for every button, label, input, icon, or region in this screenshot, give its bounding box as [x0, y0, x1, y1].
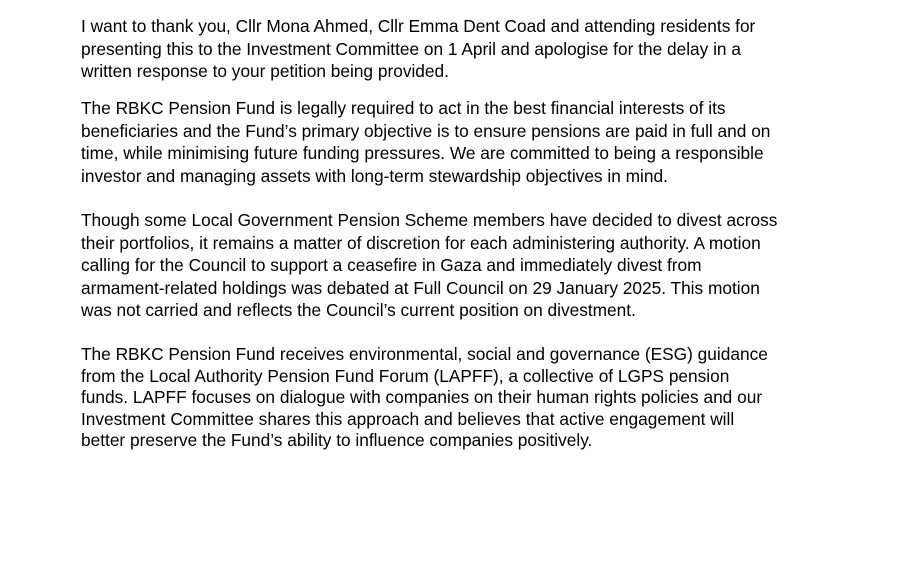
- paragraph-thanks: [81, 15, 755, 83]
- text-line: funds. LAPFF focuses on dialogue with companies on their human rights policies and our: [81, 387, 763, 407]
- paragraph-divestment: [81, 209, 777, 322]
- text-line: Though some Local Government Pension Scheme members have decided to divest across: [81, 210, 778, 230]
- text-line: presenting this to the Investment Committee on 1 April and apologise for the delay in a: [81, 38, 741, 59]
- text-line: beneficiaries and the Fund’s primary objective is to ensure pensions are paid in full and on: [81, 120, 771, 141]
- text-line: The RBKC Pension Fund is legally required to act in the best financial interests of its: [81, 98, 726, 118]
- text-line: better preserve the Fund’s ability to influence companies positively.: [81, 430, 593, 450]
- text-line: The RBKC Pension Fund receives environmental, social and governance (ESG) guidance: [81, 344, 768, 364]
- paragraph-esg-guidance: [81, 344, 768, 452]
- text-line: their portfolios, it remains a matter of discretion for each administering authority. A motion: [81, 232, 761, 253]
- text-line: calling for the Council to support a ceasefire in Gaza and immediately divest from: [81, 255, 702, 275]
- text-line: from the Local Authority Pension Fund Forum (LAPFF), a collective of LGPS pension: [81, 365, 730, 386]
- text-line: armament-related holdings was debated at Full Council on 29 January 2025. This motion: [81, 277, 760, 298]
- text-line: written response to your petition being provided.: [81, 61, 449, 81]
- text-line: I want to thank you, Cllr Mona Ahmed, Cllr Emma Dent Coad and attending residents for: [81, 16, 756, 36]
- text-line: time, while minimising future funding pressures. We are committed to being a responsible: [81, 143, 764, 163]
- text-line: Investment Committee shares this approach and believes that active engagement will: [81, 408, 735, 429]
- text-line: investor and managing assets with long-term stewardship objectives in mind.: [81, 165, 668, 186]
- text-line: was not carried and reflects the Council’s current position on divestment.: [81, 300, 636, 320]
- paragraph-fund-objective: [81, 97, 770, 187]
